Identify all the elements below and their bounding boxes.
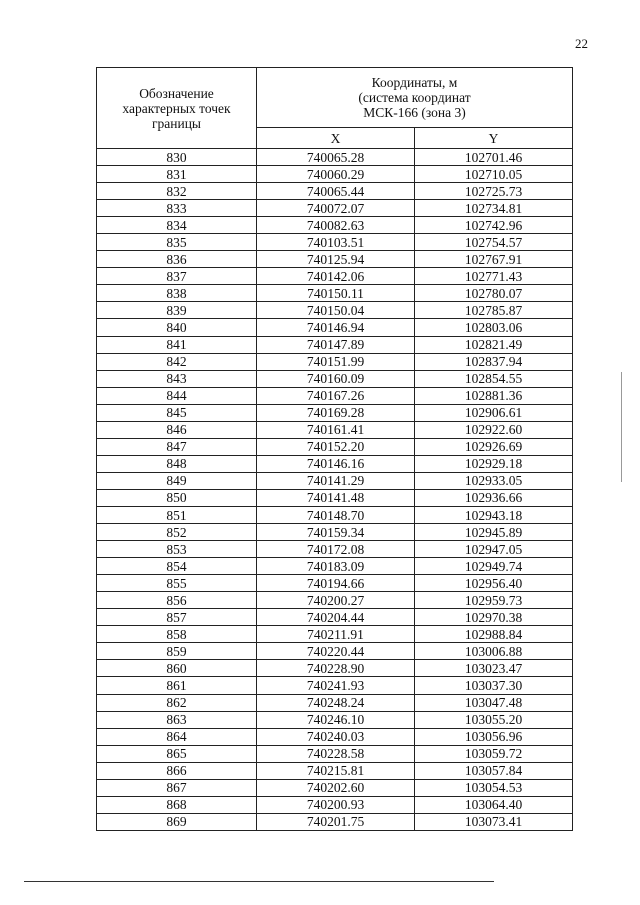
x-coordinate-cell: 740142.06 bbox=[257, 268, 415, 285]
table-header bbox=[97, 68, 573, 149]
y-coordinate-cell: 102701.46 bbox=[415, 149, 573, 166]
point-number-cell: 848 bbox=[97, 455, 257, 472]
point-number-cell: 855 bbox=[97, 575, 257, 592]
table-row bbox=[97, 353, 573, 370]
x-coordinate-cell: 740141.48 bbox=[257, 489, 415, 506]
y-coordinate-cell: 102821.49 bbox=[415, 336, 573, 353]
y-coordinate-cell: 103006.88 bbox=[415, 643, 573, 660]
table-row bbox=[97, 609, 573, 626]
x-coordinate-cell: 740248.24 bbox=[257, 694, 415, 711]
x-coordinate-cell: 740200.93 bbox=[257, 796, 415, 813]
y-coordinate-cell: 102936.66 bbox=[415, 489, 573, 506]
header-y: Y bbox=[415, 128, 573, 149]
x-coordinate-cell: 740147.89 bbox=[257, 336, 415, 353]
x-coordinate-cell: 740194.66 bbox=[257, 575, 415, 592]
x-coordinate-cell: 740150.04 bbox=[257, 302, 415, 319]
table-row bbox=[97, 745, 573, 762]
y-coordinate-cell: 102956.40 bbox=[415, 575, 573, 592]
point-number-cell: 869 bbox=[97, 813, 257, 830]
table-row bbox=[97, 524, 573, 541]
point-number-cell: 850 bbox=[97, 489, 257, 506]
table-row bbox=[97, 370, 573, 387]
y-coordinate-cell: 102943.18 bbox=[415, 506, 573, 523]
x-coordinate-cell: 740160.09 bbox=[257, 370, 415, 387]
y-coordinate-cell: 102906.61 bbox=[415, 404, 573, 421]
x-coordinate-cell: 740167.26 bbox=[257, 387, 415, 404]
y-coordinate-cell: 102767.91 bbox=[415, 251, 573, 268]
y-coordinate-cell: 102929.18 bbox=[415, 455, 573, 472]
point-number-cell: 834 bbox=[97, 217, 257, 234]
point-number-cell: 830 bbox=[97, 149, 257, 166]
x-coordinate-cell: 740148.70 bbox=[257, 506, 415, 523]
table-row bbox=[97, 489, 573, 506]
y-coordinate-cell: 102922.60 bbox=[415, 421, 573, 438]
table-row bbox=[97, 387, 573, 404]
point-number-cell: 854 bbox=[97, 558, 257, 575]
x-coordinate-cell: 740146.16 bbox=[257, 455, 415, 472]
x-coordinate-cell: 740172.08 bbox=[257, 541, 415, 558]
y-coordinate-cell: 102771.43 bbox=[415, 268, 573, 285]
y-coordinate-cell: 102742.96 bbox=[415, 217, 573, 234]
y-coordinate-cell: 103056.96 bbox=[415, 728, 573, 745]
y-coordinate-cell: 102959.73 bbox=[415, 592, 573, 609]
point-number-cell: 840 bbox=[97, 319, 257, 336]
table-row bbox=[97, 626, 573, 643]
point-number-cell: 839 bbox=[97, 302, 257, 319]
point-number-cell: 837 bbox=[97, 268, 257, 285]
x-coordinate-cell: 740220.44 bbox=[257, 643, 415, 660]
x-coordinate-cell: 740082.63 bbox=[257, 217, 415, 234]
y-coordinate-cell: 103055.20 bbox=[415, 711, 573, 728]
table-row bbox=[97, 183, 573, 200]
point-number-cell: 838 bbox=[97, 285, 257, 302]
x-coordinate-cell: 740241.93 bbox=[257, 677, 415, 694]
table-row bbox=[97, 200, 573, 217]
table-row bbox=[97, 302, 573, 319]
point-number-cell: 832 bbox=[97, 183, 257, 200]
point-number-cell: 836 bbox=[97, 251, 257, 268]
table-row bbox=[97, 796, 573, 813]
table-row bbox=[97, 319, 573, 336]
y-coordinate-cell: 102725.73 bbox=[415, 183, 573, 200]
y-coordinate-cell: 103023.47 bbox=[415, 660, 573, 677]
table-row bbox=[97, 506, 573, 523]
point-number-cell: 849 bbox=[97, 472, 257, 489]
table-row bbox=[97, 251, 573, 268]
table-row bbox=[97, 166, 573, 183]
y-coordinate-cell: 102710.05 bbox=[415, 166, 573, 183]
y-coordinate-cell: 102933.05 bbox=[415, 472, 573, 489]
header-coordinates-line2: (система координат bbox=[358, 90, 471, 106]
table-row bbox=[97, 813, 573, 830]
y-coordinate-cell: 103059.72 bbox=[415, 745, 573, 762]
point-number-cell: 852 bbox=[97, 524, 257, 541]
point-number-cell: 831 bbox=[97, 166, 257, 183]
table-row bbox=[97, 694, 573, 711]
x-coordinate-cell: 740240.03 bbox=[257, 728, 415, 745]
y-coordinate-cell: 102837.94 bbox=[415, 353, 573, 370]
point-number-cell: 863 bbox=[97, 711, 257, 728]
table-row bbox=[97, 336, 573, 353]
table-row bbox=[97, 149, 573, 166]
x-coordinate-cell: 740201.75 bbox=[257, 813, 415, 830]
header-point-designation bbox=[97, 68, 257, 149]
table-row bbox=[97, 541, 573, 558]
x-coordinate-cell: 740159.34 bbox=[257, 524, 415, 541]
table-row bbox=[97, 285, 573, 302]
table-row bbox=[97, 728, 573, 745]
table-row bbox=[97, 762, 573, 779]
page-number: 22 bbox=[575, 36, 588, 51]
x-coordinate-cell: 740228.90 bbox=[257, 660, 415, 677]
point-number-cell: 846 bbox=[97, 421, 257, 438]
y-coordinate-cell: 102988.84 bbox=[415, 626, 573, 643]
table-row bbox=[97, 217, 573, 234]
point-number-cell: 858 bbox=[97, 626, 257, 643]
point-number-cell: 859 bbox=[97, 643, 257, 660]
x-coordinate-cell: 740183.09 bbox=[257, 558, 415, 575]
y-coordinate-cell: 102780.07 bbox=[415, 285, 573, 302]
table-row bbox=[97, 575, 573, 592]
header-coordinates bbox=[257, 68, 573, 128]
point-number-cell: 853 bbox=[97, 541, 257, 558]
x-coordinate-cell: 740204.44 bbox=[257, 609, 415, 626]
x-coordinate-cell: 740103.51 bbox=[257, 234, 415, 251]
y-coordinate-cell: 103037.30 bbox=[415, 677, 573, 694]
table-row bbox=[97, 421, 573, 438]
y-coordinate-cell: 102803.06 bbox=[415, 319, 573, 336]
x-coordinate-cell: 740072.07 bbox=[257, 200, 415, 217]
table-row bbox=[97, 404, 573, 421]
header-coordinates-line1: Координаты, м bbox=[371, 75, 458, 91]
x-coordinate-cell: 740152.20 bbox=[257, 438, 415, 455]
y-coordinate-cell: 103054.53 bbox=[415, 779, 573, 796]
y-coordinate-cell: 102881.36 bbox=[415, 387, 573, 404]
table-body bbox=[97, 149, 573, 831]
x-coordinate-cell: 740202.60 bbox=[257, 779, 415, 796]
header-x: X bbox=[257, 128, 415, 149]
y-coordinate-cell: 102785.87 bbox=[415, 302, 573, 319]
point-number-cell: 857 bbox=[97, 609, 257, 626]
x-coordinate-cell: 740228.58 bbox=[257, 745, 415, 762]
x-coordinate-cell: 740200.27 bbox=[257, 592, 415, 609]
x-coordinate-cell: 740150.11 bbox=[257, 285, 415, 302]
y-coordinate-cell: 102854.55 bbox=[415, 370, 573, 387]
point-number-cell: 842 bbox=[97, 353, 257, 370]
point-number-cell: 845 bbox=[97, 404, 257, 421]
table-row bbox=[97, 438, 573, 455]
point-number-cell: 844 bbox=[97, 387, 257, 404]
table-row bbox=[97, 558, 573, 575]
x-coordinate-cell: 740151.99 bbox=[257, 353, 415, 370]
point-number-cell: 868 bbox=[97, 796, 257, 813]
header-coordinates-line3: МСК-166 (зона 3) bbox=[363, 105, 466, 121]
margin-mark bbox=[621, 372, 622, 482]
table-row bbox=[97, 677, 573, 694]
y-coordinate-cell: 102734.81 bbox=[415, 200, 573, 217]
point-number-cell: 860 bbox=[97, 660, 257, 677]
point-number-cell: 866 bbox=[97, 762, 257, 779]
x-coordinate-cell: 740060.29 bbox=[257, 166, 415, 183]
point-number-cell: 851 bbox=[97, 506, 257, 523]
x-coordinate-cell: 740065.28 bbox=[257, 149, 415, 166]
table-row bbox=[97, 472, 573, 489]
point-number-cell: 865 bbox=[97, 745, 257, 762]
point-number-cell: 847 bbox=[97, 438, 257, 455]
point-number-cell: 835 bbox=[97, 234, 257, 251]
point-number-cell: 861 bbox=[97, 677, 257, 694]
point-number-cell: 862 bbox=[97, 694, 257, 711]
table-row bbox=[97, 592, 573, 609]
y-coordinate-cell: 102926.69 bbox=[415, 438, 573, 455]
y-coordinate-cell: 102945.89 bbox=[415, 524, 573, 541]
footer-rule bbox=[24, 881, 494, 882]
table-row bbox=[97, 779, 573, 796]
header-point-label: Обозначение характерных точек границы bbox=[122, 85, 231, 131]
y-coordinate-cell: 103064.40 bbox=[415, 796, 573, 813]
x-coordinate-cell: 740215.81 bbox=[257, 762, 415, 779]
point-number-cell: 856 bbox=[97, 592, 257, 609]
point-number-cell: 867 bbox=[97, 779, 257, 796]
y-coordinate-cell: 102949.74 bbox=[415, 558, 573, 575]
y-coordinate-cell: 102947.05 bbox=[415, 541, 573, 558]
x-coordinate-cell: 740211.91 bbox=[257, 626, 415, 643]
table-row bbox=[97, 660, 573, 677]
y-coordinate-cell: 103047.48 bbox=[415, 694, 573, 711]
table-row bbox=[97, 455, 573, 472]
coordinates-table bbox=[96, 67, 573, 831]
table-row bbox=[97, 268, 573, 285]
y-coordinate-cell: 103073.41 bbox=[415, 813, 573, 830]
x-coordinate-cell: 740169.28 bbox=[257, 404, 415, 421]
y-coordinate-cell: 103057.84 bbox=[415, 762, 573, 779]
point-number-cell: 843 bbox=[97, 370, 257, 387]
x-coordinate-cell: 740161.41 bbox=[257, 421, 415, 438]
point-number-cell: 864 bbox=[97, 728, 257, 745]
table-row bbox=[97, 234, 573, 251]
x-coordinate-cell: 740141.29 bbox=[257, 472, 415, 489]
point-number-cell: 833 bbox=[97, 200, 257, 217]
x-coordinate-cell: 740146.94 bbox=[257, 319, 415, 336]
x-coordinate-cell: 740246.10 bbox=[257, 711, 415, 728]
y-coordinate-cell: 102754.57 bbox=[415, 234, 573, 251]
x-coordinate-cell: 740065.44 bbox=[257, 183, 415, 200]
point-number-cell: 841 bbox=[97, 336, 257, 353]
x-coordinate-cell: 740125.94 bbox=[257, 251, 415, 268]
table-row bbox=[97, 711, 573, 728]
y-coordinate-cell: 102970.38 bbox=[415, 609, 573, 626]
table-row bbox=[97, 643, 573, 660]
